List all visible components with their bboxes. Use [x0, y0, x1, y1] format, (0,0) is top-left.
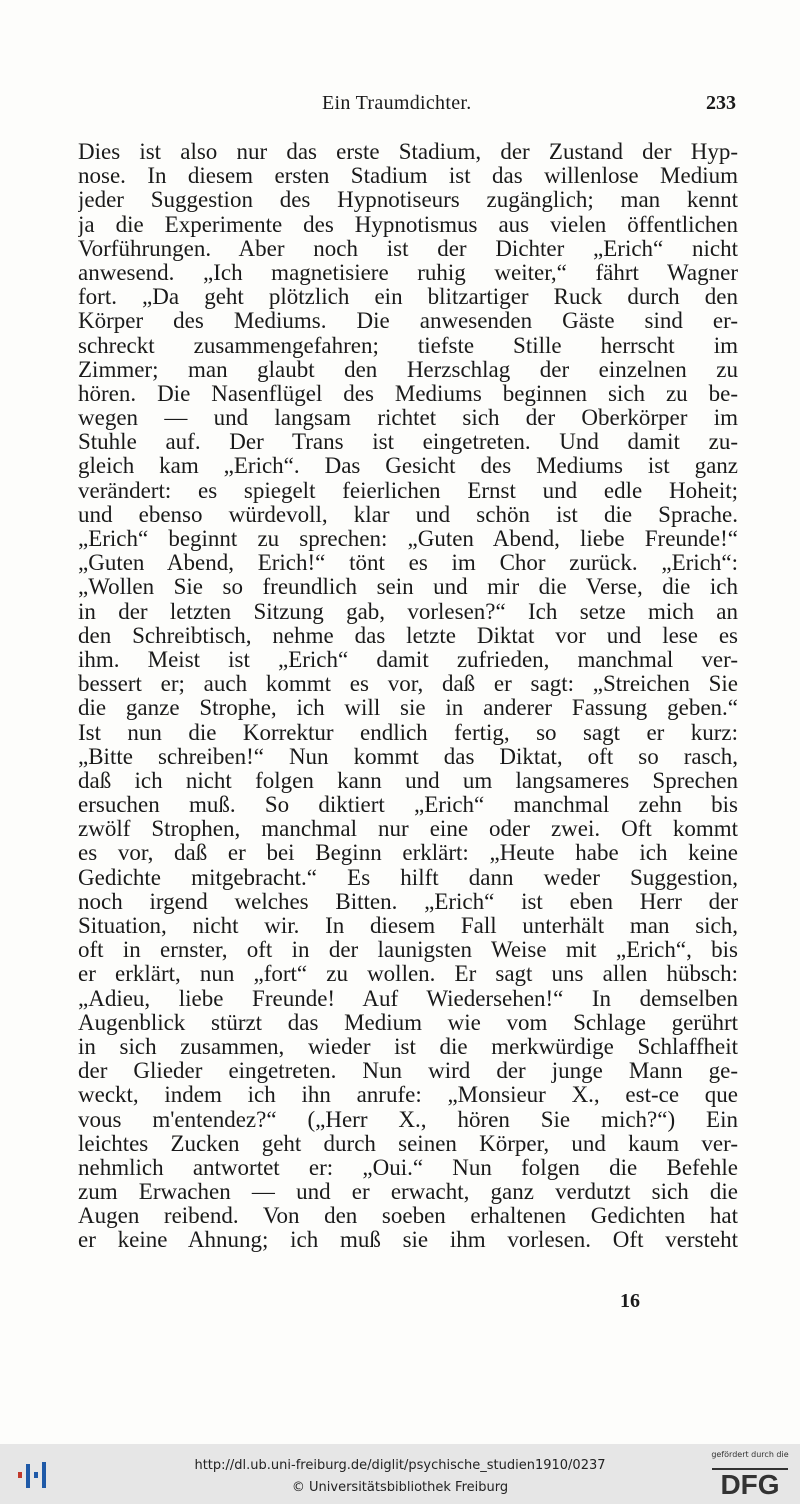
- text-line: „Bitte schreiben!“ Nun kommt das Diktat, oft so rasch,: [78, 744, 738, 769]
- text-line: Situation, nicht wir. In diesem Fall unterhält man sich,: [78, 914, 738, 938]
- dfg-logo-icon[interactable]: [712, 1462, 788, 1498]
- text-line: schreckt zusammengefahren; tiefste Stille herrscht im: [78, 333, 738, 358]
- running-title: Ein Traumdichter.: [322, 92, 472, 114]
- source-url-link[interactable]: http://dl.ub.uni-freiburg.de/diglit/psychische_studien1910/0237: [194, 1458, 606, 1473]
- text-line: Stuhle auf. Der Trans ist eingetreten. Und damit zu-: [78, 430, 738, 455]
- text-line: ihm. Meist ist „Erich“ damit zufrieden, manchmal ver-: [78, 647, 738, 672]
- footer-bar: [0, 1444, 800, 1504]
- text-line: in sich zusammen, wieder ist die merkwürdige Schlaffheit: [78, 1034, 738, 1059]
- text-line: jeder Suggestion des Hypnotiseurs zugänglich; man kennt: [78, 188, 738, 213]
- page-number: 233: [706, 92, 736, 114]
- text-line: „Adieu, liebe Freunde! Auf Wiedersehen!“ In demselben: [78, 986, 738, 1011]
- text-line: nose. In diesem ersten Stadium ist das willenlose Medium: [78, 164, 738, 189]
- text-line: nehmlich antwortet er: „Oui.“ Nun folgen die Befehle: [78, 1155, 738, 1180]
- text-line: vous m'entendez?“ („Herr X., hören Sie mich?“) Ein: [78, 1107, 738, 1132]
- text-line: fort. „Da geht plötzlich ein blitzartiger Ruck durch den: [78, 285, 738, 310]
- text-line: den Schreibtisch, nehme das letzte Diktat vor und lese es: [78, 623, 738, 648]
- text-line: er erklärt, nun „fort“ zu wollen. Er sagt uns allen hübsch:: [78, 962, 738, 987]
- text-line: noch irgend welches Bitten. „Erich“ ist eben Herr der: [78, 889, 738, 914]
- text-line: „Erich“ beginnt zu sprechen: „Guten Abend, liebe Freunde!“: [78, 527, 738, 551]
- text-line: hören. Die Nasenflügel des Mediums beginnen sich zu be-: [78, 381, 738, 406]
- text-line: Gedichte mitgebracht.“ Es hilft dann weder Suggestion,: [78, 865, 738, 890]
- text-line: leichtes Zucken geht durch seinen Körper, und kaum ver-: [78, 1131, 738, 1156]
- sponsor-text: gefördert durch die: [711, 1450, 789, 1459]
- text-line: „Wollen Sie so freundlich sein und mir die Verse, die ich: [78, 575, 738, 600]
- text-line: oft in ernster, oft in der launigsten Weise mit „Erich“, bis: [78, 938, 738, 963]
- text-line: es vor, daß er bei Beginn erklärt: „Heute habe ich keine: [78, 841, 738, 866]
- text-line: Ist nun die Korrektur endlich fertig, so sagt er kurz:: [78, 720, 738, 745]
- body-text: [78, 140, 738, 1253]
- text-line: Vorführungen. Aber noch ist der Dichter „Erich“ nicht: [78, 236, 738, 261]
- text-line: daß ich nicht folgen kann und um langsameres Sprechen: [78, 768, 738, 793]
- text-line: ersuchen muß. So diktiert „Erich“ manchmal zehn bis: [78, 793, 738, 818]
- text-line: er keine Ahnung; ich muß sie ihm vorlesen. Oft versteht: [78, 1228, 738, 1253]
- text-line: bessert er; auch kommt es vor, daß er sagt: „Streichen Sie: [78, 672, 738, 697]
- text-line: ja die Experimente des Hypnotismus aus vielen öffentlichen: [78, 212, 738, 237]
- text-line: Dies ist also nur das erste Stadium, der Zustand der Hyp-: [78, 140, 738, 164]
- text-line: gleich kam „Erich“. Das Gesicht des Mediums ist ganz: [78, 454, 738, 479]
- dfg-logo-text: DFG: [720, 1469, 780, 1498]
- text-line: die ganze Strophe, ich will sie in anderer Fassung geben.“: [78, 696, 738, 721]
- text-line: weckt, indem ich ihn anrufe: „Monsieur X., est-ce que: [78, 1083, 738, 1108]
- text-line: verändert: es spiegelt feierlichen Ernst und edle Hoheit;: [78, 478, 738, 503]
- text-line: zum Erwachen — und er erwacht, ganz verdutzt sich die: [78, 1180, 738, 1205]
- text-line: der Glieder eingetreten. Nun wird der junge Mann ge-: [78, 1059, 738, 1084]
- signature-mark: 16: [620, 1290, 640, 1312]
- text-line: Augenblick stürzt das Medium wie vom Schlage gerührt: [78, 1010, 738, 1035]
- text-line: wegen — und langsam richtet sich der Oberkörper im: [78, 406, 738, 431]
- text-line: Zimmer; man glaubt den Herzschlag der einzelnen zu: [78, 357, 738, 382]
- running-head: [78, 92, 736, 122]
- text-line: in der letzten Sitzung gab, vorlesen?“ Ich setze mich an: [78, 599, 738, 624]
- text-line: Körper des Mediums. Die anwesenden Gäste sind er-: [78, 309, 738, 334]
- text-line: anwesend. „Ich magnetisiere ruhig weiter,“ fährt Wagner: [78, 260, 738, 285]
- text-line: zwölf Strophen, manchmal nur eine oder zwei. Oft kommt: [78, 817, 738, 842]
- text-line: „Guten Abend, Erich!“ tönt es im Chor zurück. „Erich“:: [78, 551, 738, 576]
- copyright-text: © Universitätsbibliothek Freiburg: [291, 1480, 509, 1495]
- text-line: Augen reibend. Von den soeben erhaltenen Gedichten hat: [78, 1204, 738, 1229]
- text-line: und ebenso würdevoll, klar und schön ist die Sprache.: [78, 502, 738, 527]
